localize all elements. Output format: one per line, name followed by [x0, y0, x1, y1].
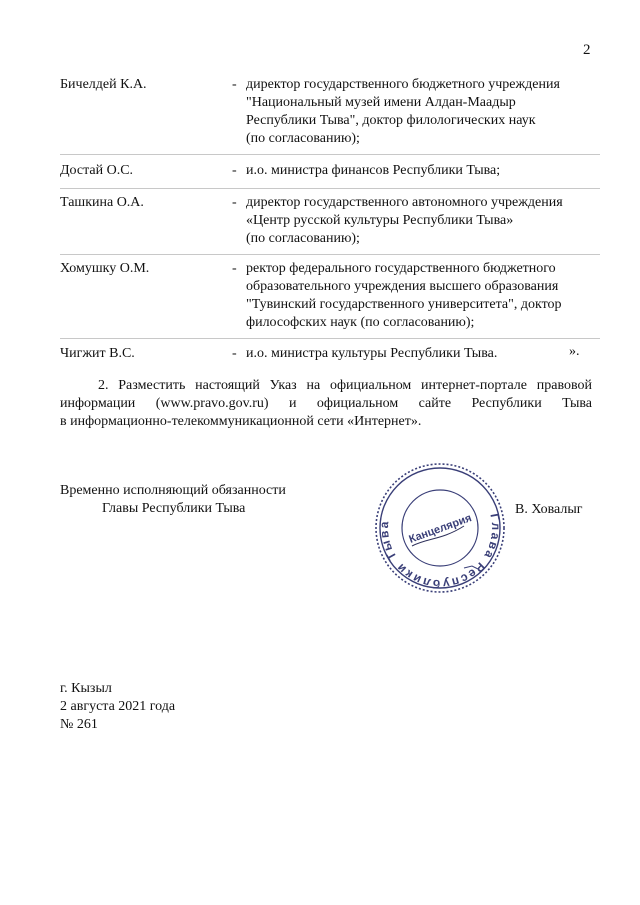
- member-description-line: директор государственного бюджетного учреждения: [246, 77, 560, 92]
- member-row: [60, 162, 600, 180]
- member-description-line: ректор федерального государственного бюджетного: [246, 261, 556, 276]
- signer-name: В. Ховалыг: [515, 502, 583, 517]
- official-stamp: [372, 460, 508, 596]
- row-divider: [60, 254, 600, 255]
- member-description: [246, 345, 601, 363]
- date: 2 августа 2021 года: [60, 699, 176, 714]
- members-list: [60, 76, 600, 363]
- stamp-center-text: Канцелярия: [407, 512, 474, 546]
- paragraph-line: информации (www.pravo.gov.ru) и официальном сайте Республики Тыва: [60, 396, 592, 411]
- member-description-line: образовательного учреждения высшего образования: [246, 279, 559, 294]
- place-date-number: [60, 680, 175, 734]
- member-description-line: философских наук (по согласованию);: [246, 315, 475, 330]
- member-description: [246, 194, 601, 248]
- page-number: 2: [583, 42, 591, 58]
- member-description-line: "Национальный музей имени Алдан-Маадыр: [246, 95, 516, 110]
- position-line: Главы Республики Тыва: [102, 501, 246, 516]
- member-name: Чигжит В.С.: [60, 346, 135, 361]
- member-description-line: и.о. министра культуры Республики Тыва.: [246, 346, 498, 361]
- document-number: № 261: [60, 717, 98, 732]
- member-dash: -: [232, 195, 237, 210]
- row-divider: [60, 154, 600, 155]
- member-dash: -: [232, 77, 237, 92]
- paragraph-line: 2. Разместить настоящий Указ на официальном интернет-портале правовой: [98, 378, 592, 393]
- row-divider: [60, 338, 600, 339]
- member-name: Ташкина О.А.: [60, 195, 144, 210]
- member-row: [60, 345, 600, 363]
- member-description-line: (по согласованию);: [246, 131, 360, 146]
- closing-quote: ».: [569, 344, 580, 359]
- svg-text:Глава Республики Тыва: [373, 488, 508, 596]
- member-description-line: "Тувинский государственного университета", доктор: [246, 297, 562, 312]
- member-description: [246, 76, 601, 148]
- position-line: Временно исполняющий обязанности: [60, 483, 286, 498]
- paragraph-line: в информационно-телекоммуникационной сети «Интернет».: [60, 414, 422, 429]
- member-row: [60, 194, 600, 248]
- member-name: Достай О.С.: [60, 163, 134, 178]
- member-row: [60, 260, 600, 332]
- paragraph-2: [60, 377, 592, 431]
- member-name: Хомушку О.М.: [60, 261, 150, 276]
- stamp-outer-text: Глава Республики Тыва: [376, 512, 504, 592]
- member-description-line: (по согласованию);: [246, 231, 360, 246]
- signatory-position: [60, 482, 286, 518]
- city: г. Кызыл: [60, 681, 112, 696]
- member-description-line: Республики Тыва", доктор филологических наук: [246, 113, 536, 128]
- member-name: Бичелдей К.А.: [60, 77, 147, 92]
- member-description-line: «Центр русской культуры Республики Тыва»: [246, 213, 514, 228]
- member-description: [246, 162, 601, 180]
- member-dash: -: [232, 163, 237, 178]
- member-description-line: и.о. министра финансов Республики Тыва;: [246, 163, 501, 178]
- member-dash: -: [232, 261, 237, 276]
- member-row: [60, 76, 600, 148]
- member-dash: -: [232, 346, 237, 361]
- member-description-line: директор государственного автономного учреждения: [246, 195, 563, 210]
- row-divider: [60, 188, 600, 189]
- member-description: [246, 260, 601, 332]
